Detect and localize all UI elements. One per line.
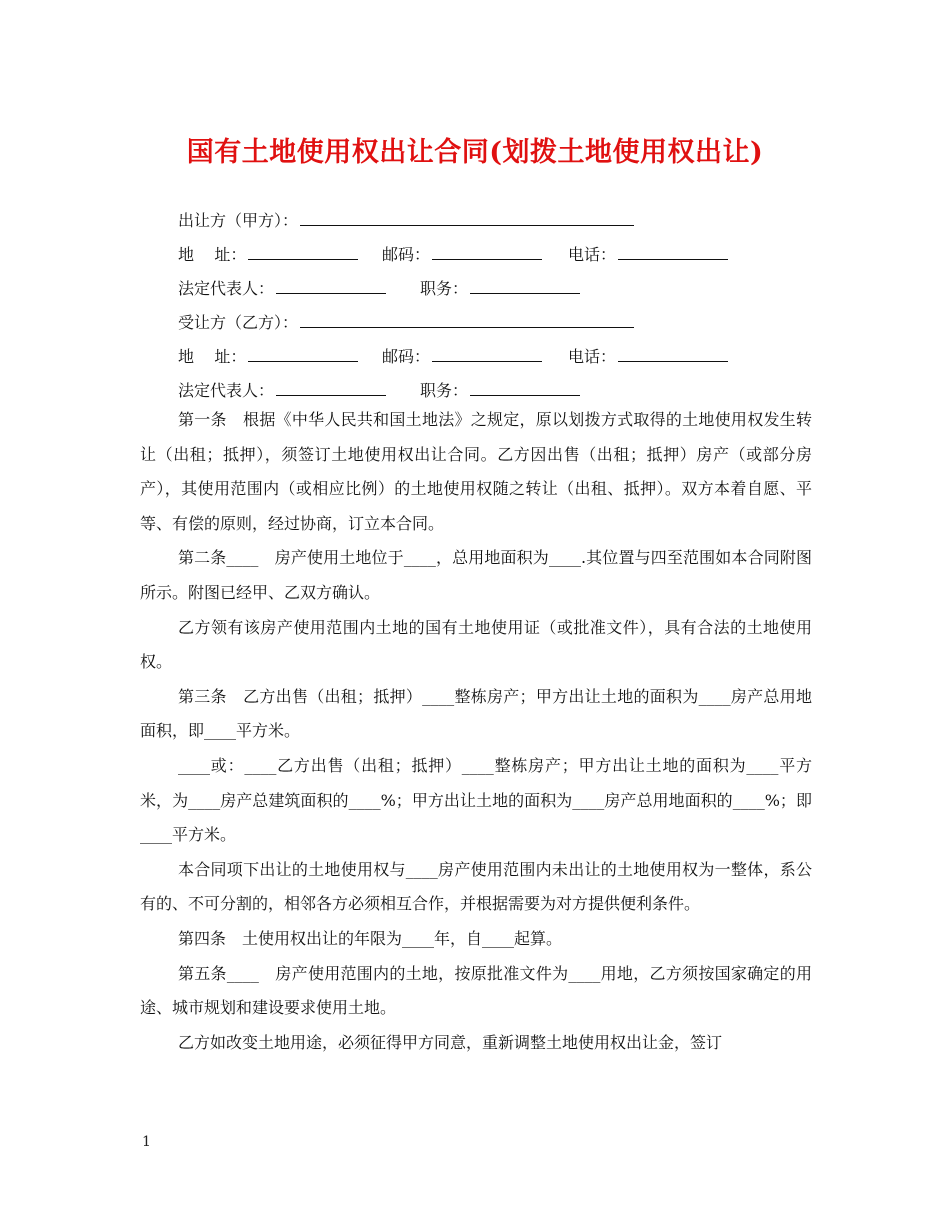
party-b-title-blank <box>470 380 580 396</box>
party-a-name-row <box>178 210 634 231</box>
party-b-rep-label: 法定代表人： <box>178 381 275 400</box>
party-b-name-blank <box>300 312 634 328</box>
party-b-postcode-blank <box>432 346 542 362</box>
party-a-title-label: 职务： <box>420 279 469 298</box>
document-title: 国有土地使用权出让合同(划拨土地使用权出让) <box>186 137 764 168</box>
party-a-title-blank <box>470 278 580 294</box>
page-number: 1 <box>142 1134 151 1150</box>
article-1-paragraph: 第一条 根据《中华人民共和国土地法》之规定，原以划拨方式取得的土地使用权发生转让（出租；抵押），须签订土地使用权出让合同。乙方因出售（出租；抵押）房产（或部分房产），其使用范围内（或相应比例）的土地使用权随之转让（出租、抵押）。双方本着自愿、平等、有偿的原则，经过协商，订立本合同。 <box>140 410 812 533</box>
party-b-phone-label: 电话： <box>568 347 617 366</box>
party-a-rep-label: 法定代表人： <box>178 279 275 298</box>
party-a-rep-field <box>178 278 386 299</box>
party-b-title-label: 职务： <box>420 381 469 400</box>
party-a-name-label: 出让方（甲方）： <box>178 211 299 230</box>
article-2-paragraph: 第二条____ 房产使用土地位于____，总用地面积为____.其位置与四至范围如本合同附图所示。附图已经甲、乙双方确认。 <box>140 548 812 602</box>
party-b-phone-field <box>568 346 728 367</box>
party-a-name-blank <box>300 210 634 226</box>
article-3-paragraph: 第三条 乙方出售（出租；抵押）____整栋房产；甲方出让土地的面积为____房产总用地面积，即____平方米。 <box>140 686 812 741</box>
land-certificate-paragraph: 乙方领有该房产使用范围内土地的国有土地使用证（或批准文件），具有合法的土地使用权。 <box>140 617 812 672</box>
party-b-postcode-label: 邮码： <box>382 347 431 366</box>
party-a-postcode-field <box>382 244 542 265</box>
land-use-change-paragraph: 乙方如改变土地用途，必须征得甲方同意，重新调整土地使用权出让金，签订 <box>178 1032 723 1052</box>
party-a-phone-label: 电话： <box>568 245 617 264</box>
party-b-name-row <box>178 312 634 333</box>
party-b-phone-blank <box>618 346 728 362</box>
party-b-postcode-field <box>382 346 542 367</box>
shared-land-paragraph: 本合同项下出让的土地使用权与____房产使用范围内未出让的土地使用权为一整体，系公有的、不可分割的，相邻各方必须相互合作，并根据需要为对方提供便利条件。 <box>140 859 812 914</box>
party-b-title-field <box>420 380 580 401</box>
article-5-paragraph: 第五条____ 房产使用范围内的土地，按原批准文件为____用地，乙方须按国家确定的用途、城市规划和建设要求使用土地。 <box>140 963 812 1018</box>
party-a-address-label: 地 址： <box>178 245 247 264</box>
contract-body <box>140 403 812 1060</box>
party-a-postcode-label: 邮码： <box>382 245 431 264</box>
party-a-address-blank <box>248 244 358 260</box>
party-a-address-field <box>178 244 358 265</box>
article-3-alternative-paragraph: ____或：____乙方出售（出租；抵押）____整栋房产；甲方出让土地的面积为____平方米，为____房产总建筑面积的____%；甲方出让土地的面积为____房产总用地面积的____%；即____平方米。 <box>140 755 812 845</box>
party-b-rep-field <box>178 380 386 401</box>
party-a-postcode-blank <box>432 244 542 260</box>
party-b-address-label: 地 址： <box>178 347 247 366</box>
party-a-phone-field <box>568 244 728 265</box>
article-4-paragraph: 第四条 土使用权出让的年限为____年，自____起算。 <box>178 928 563 948</box>
party-b-address-field <box>178 346 358 367</box>
party-a-phone-blank <box>618 244 728 260</box>
party-b-name-label: 受让方（乙方）： <box>178 313 299 332</box>
party-b-rep-blank <box>276 380 386 396</box>
party-a-rep-blank <box>276 278 386 294</box>
party-b-address-blank <box>248 346 358 362</box>
party-a-title-field <box>420 278 580 299</box>
